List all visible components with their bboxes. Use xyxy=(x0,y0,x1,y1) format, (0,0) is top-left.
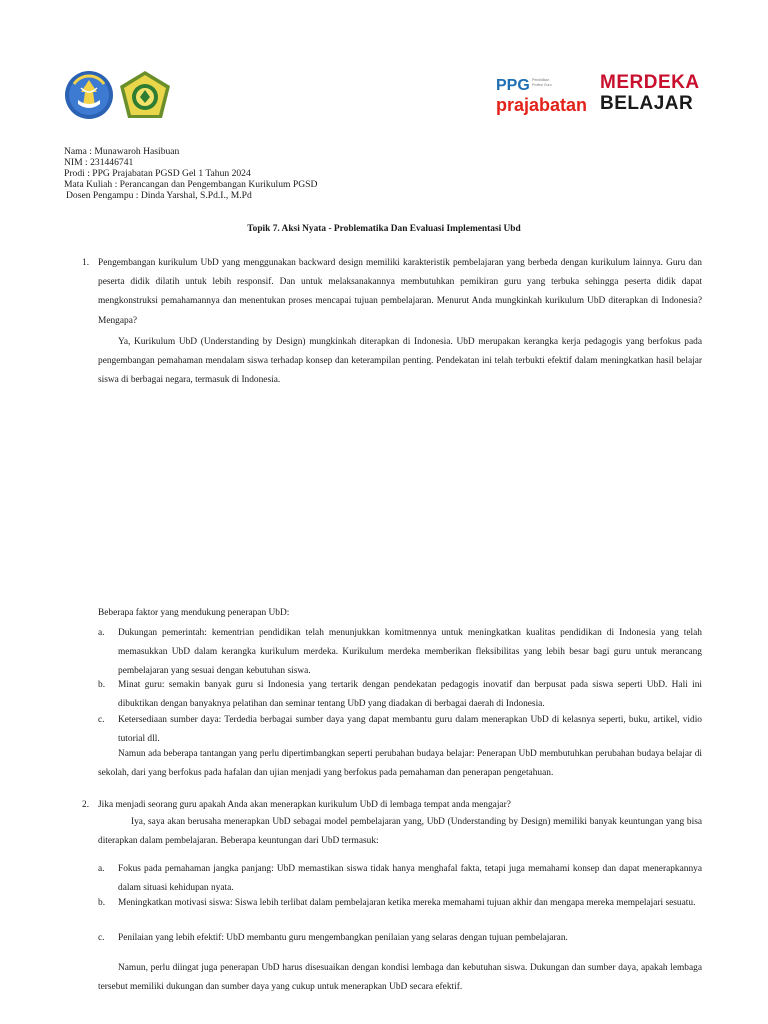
student-prodi: Prodi : PPG Prajabatan PGSD Gel 1 Tahun 2024 xyxy=(64,168,251,179)
q2-number: 2. xyxy=(82,800,90,810)
course-name: Mata Kuliah : Perancangan dan Pengembangan Kurikulum PGSD xyxy=(64,179,318,190)
q1-factor-a-letter: a. xyxy=(98,628,105,638)
q1-answer: Ya, Kurikulum UbD (Understanding by Design) mungkinkah diterapkan di Indonesia. UbD merupakan kerangka kerja pedagogis yang berfokus pada pengembangan pemahaman mendalam siswa terhadap konsep dan keterampilan penting. Pendekatan ini telah terbukti efektif dalam meningkatkan hasil belajar siswa di berbagai negara, termasuk di Indonesia. xyxy=(98,337,702,386)
q1-factor-b-letter: b. xyxy=(98,680,106,690)
q2-closing: Namun, perlu diingat juga penerapan UbD harus disesuaikan dengan kondisi lembaga dan kebutuhan siswa. Dukungan dan sumber daya, apakah lembaga tersebut memiliki dukungan dan sumber daya yang cukup untuk menerapkan UbD secara efektif. xyxy=(98,963,702,993)
document-title: Topik 7. Aksi Nyata - Problematika Dan Evaluasi Implementasi Ubd xyxy=(247,224,521,234)
lecturer-name: Dosen Pengampu : Dinda Yarshal, S.Pd.I., M.Pd xyxy=(66,190,252,201)
brand-merdeka: MERDEKA xyxy=(600,72,700,93)
q1-number: 1. xyxy=(82,258,90,268)
q2-benefit-b: Meningkatkan motivasi siswa: Siswa lebih terlibat dalam pembelajaran ketika mereka memahami tujuan akhir dan mengapa mereka mempelajari sesuatu. xyxy=(118,898,696,908)
tut-wuri-handayani-logo xyxy=(64,70,114,120)
header-brand xyxy=(496,72,700,118)
q2-benefit-c-letter: c. xyxy=(98,933,105,943)
q2-benefit-b-letter: b. xyxy=(98,898,106,908)
q2-benefit-a: Fokus pada pemahaman jangka panjang: UbD memastikan siswa tidak hanya menghafal fakta, tetapi juga memahami konsep dan dapat menerapkannya dalam situasi kehidupan nyata. xyxy=(118,864,702,894)
q2-question: Jika menjadi seorang guru apakah Anda akan menerapkan kurikulum UbD di lembaga tempat anda mengajar? xyxy=(98,800,511,810)
student-name: Nama : Munawaroh Hasibuan xyxy=(64,146,180,157)
header-logos-left xyxy=(64,70,172,120)
brand-prajabatan: prajabatan xyxy=(496,95,588,115)
student-nim: NIM : 231446741 xyxy=(64,157,134,168)
q1-factors-intro: Beberapa faktor yang mendukung penerapan UbD: xyxy=(98,608,290,618)
q1-factor-b: Minat guru: semakin banyak guru si Indonesia yang tertarik dengan pendekatan pedagogis inovatif dan berpusat pada siswa seperti UbD. Hali ini dibuktikan dengan banyaknya pelatihan dan seminar tentang UbD yang diadakan di berbagai daerah di Indonesia. xyxy=(118,680,702,710)
q1-closing: Namun ada beberapa tantangan yang perlu dipertimbangkan seperti perubahan budaya belajar: Penerapan UbD membutuhkan perubahan budaya belajar di sekolah, dari yang berfokus pada hafalan dan ujian menjadi yang berfokus pada pemahaman dan penerapan pengetahuan. xyxy=(98,749,702,779)
q1-factor-a: Dukungan pemerintah: kementrian pendidikan telah menunjukkan komitmennya untuk meningkatkan kualitas pendidikan di Indonesia yang telah memasukkan UbD dalam kerangka kurikulum merdeka. Kurikulum merdeka memberikan fleksibilitas yang lebih besar bagi guru untuk merancang pembelajaran yang sesuai dengan kebutuhan siswa. xyxy=(118,628,702,677)
q2-benefit-a-letter: a. xyxy=(98,864,105,874)
q2-benefit-c: Penilaian yang lebih efektif: UbD membantu guru mengembangkan penilaian yang selaras dengan tujuan pembelajaran. xyxy=(118,933,568,943)
brand-tagline: Pendidikan Profesi Guru xyxy=(532,78,552,87)
university-emblem xyxy=(118,70,172,120)
q2-answer: Iya, saya akan berusaha menerapkan UbD sebagai model pembelajaran yang, UbD (Understanding by Design) memiliki banyak keuntungan yang bisa diterapkan dalam pembelajaran. Beberapa keuntungan dari UbD termasuk: xyxy=(98,817,702,847)
brand-ppg: PPG xyxy=(496,77,530,94)
q1-question: Pengembangan kurikulum UbD yang menggunakan backward design memiliki karakteristik pembelajaran yang berbeda dengan kurikulum lainnya. Guru dan peserta didik dilatih untuk lebih responsif. Dan untuk melaksanakannya membutuhkan pemikiran guru yang terbuka sehingga peserta didik dapat mengkonstruksi pemahamannya dan menentukan proses mencapai tujuan pembelajaran. Menurut Anda mungkinkah kurikulum UbD diterapkan di Indonesia? Mengapa? xyxy=(98,258,702,326)
brand-belajar: BELAJAR xyxy=(600,93,694,114)
merdeka-belajar-logo xyxy=(600,72,700,114)
q1-factor-c-letter: c. xyxy=(98,715,105,725)
q1-factor-c: Ketersediaan sumber daya: Terdedia berbagai sumber daya yang dapat membantu guru dalam menerapkan UbD di kelasnya seperti, buku, artikel, vidio tutorial dll. xyxy=(118,715,702,745)
student-info xyxy=(64,146,317,201)
